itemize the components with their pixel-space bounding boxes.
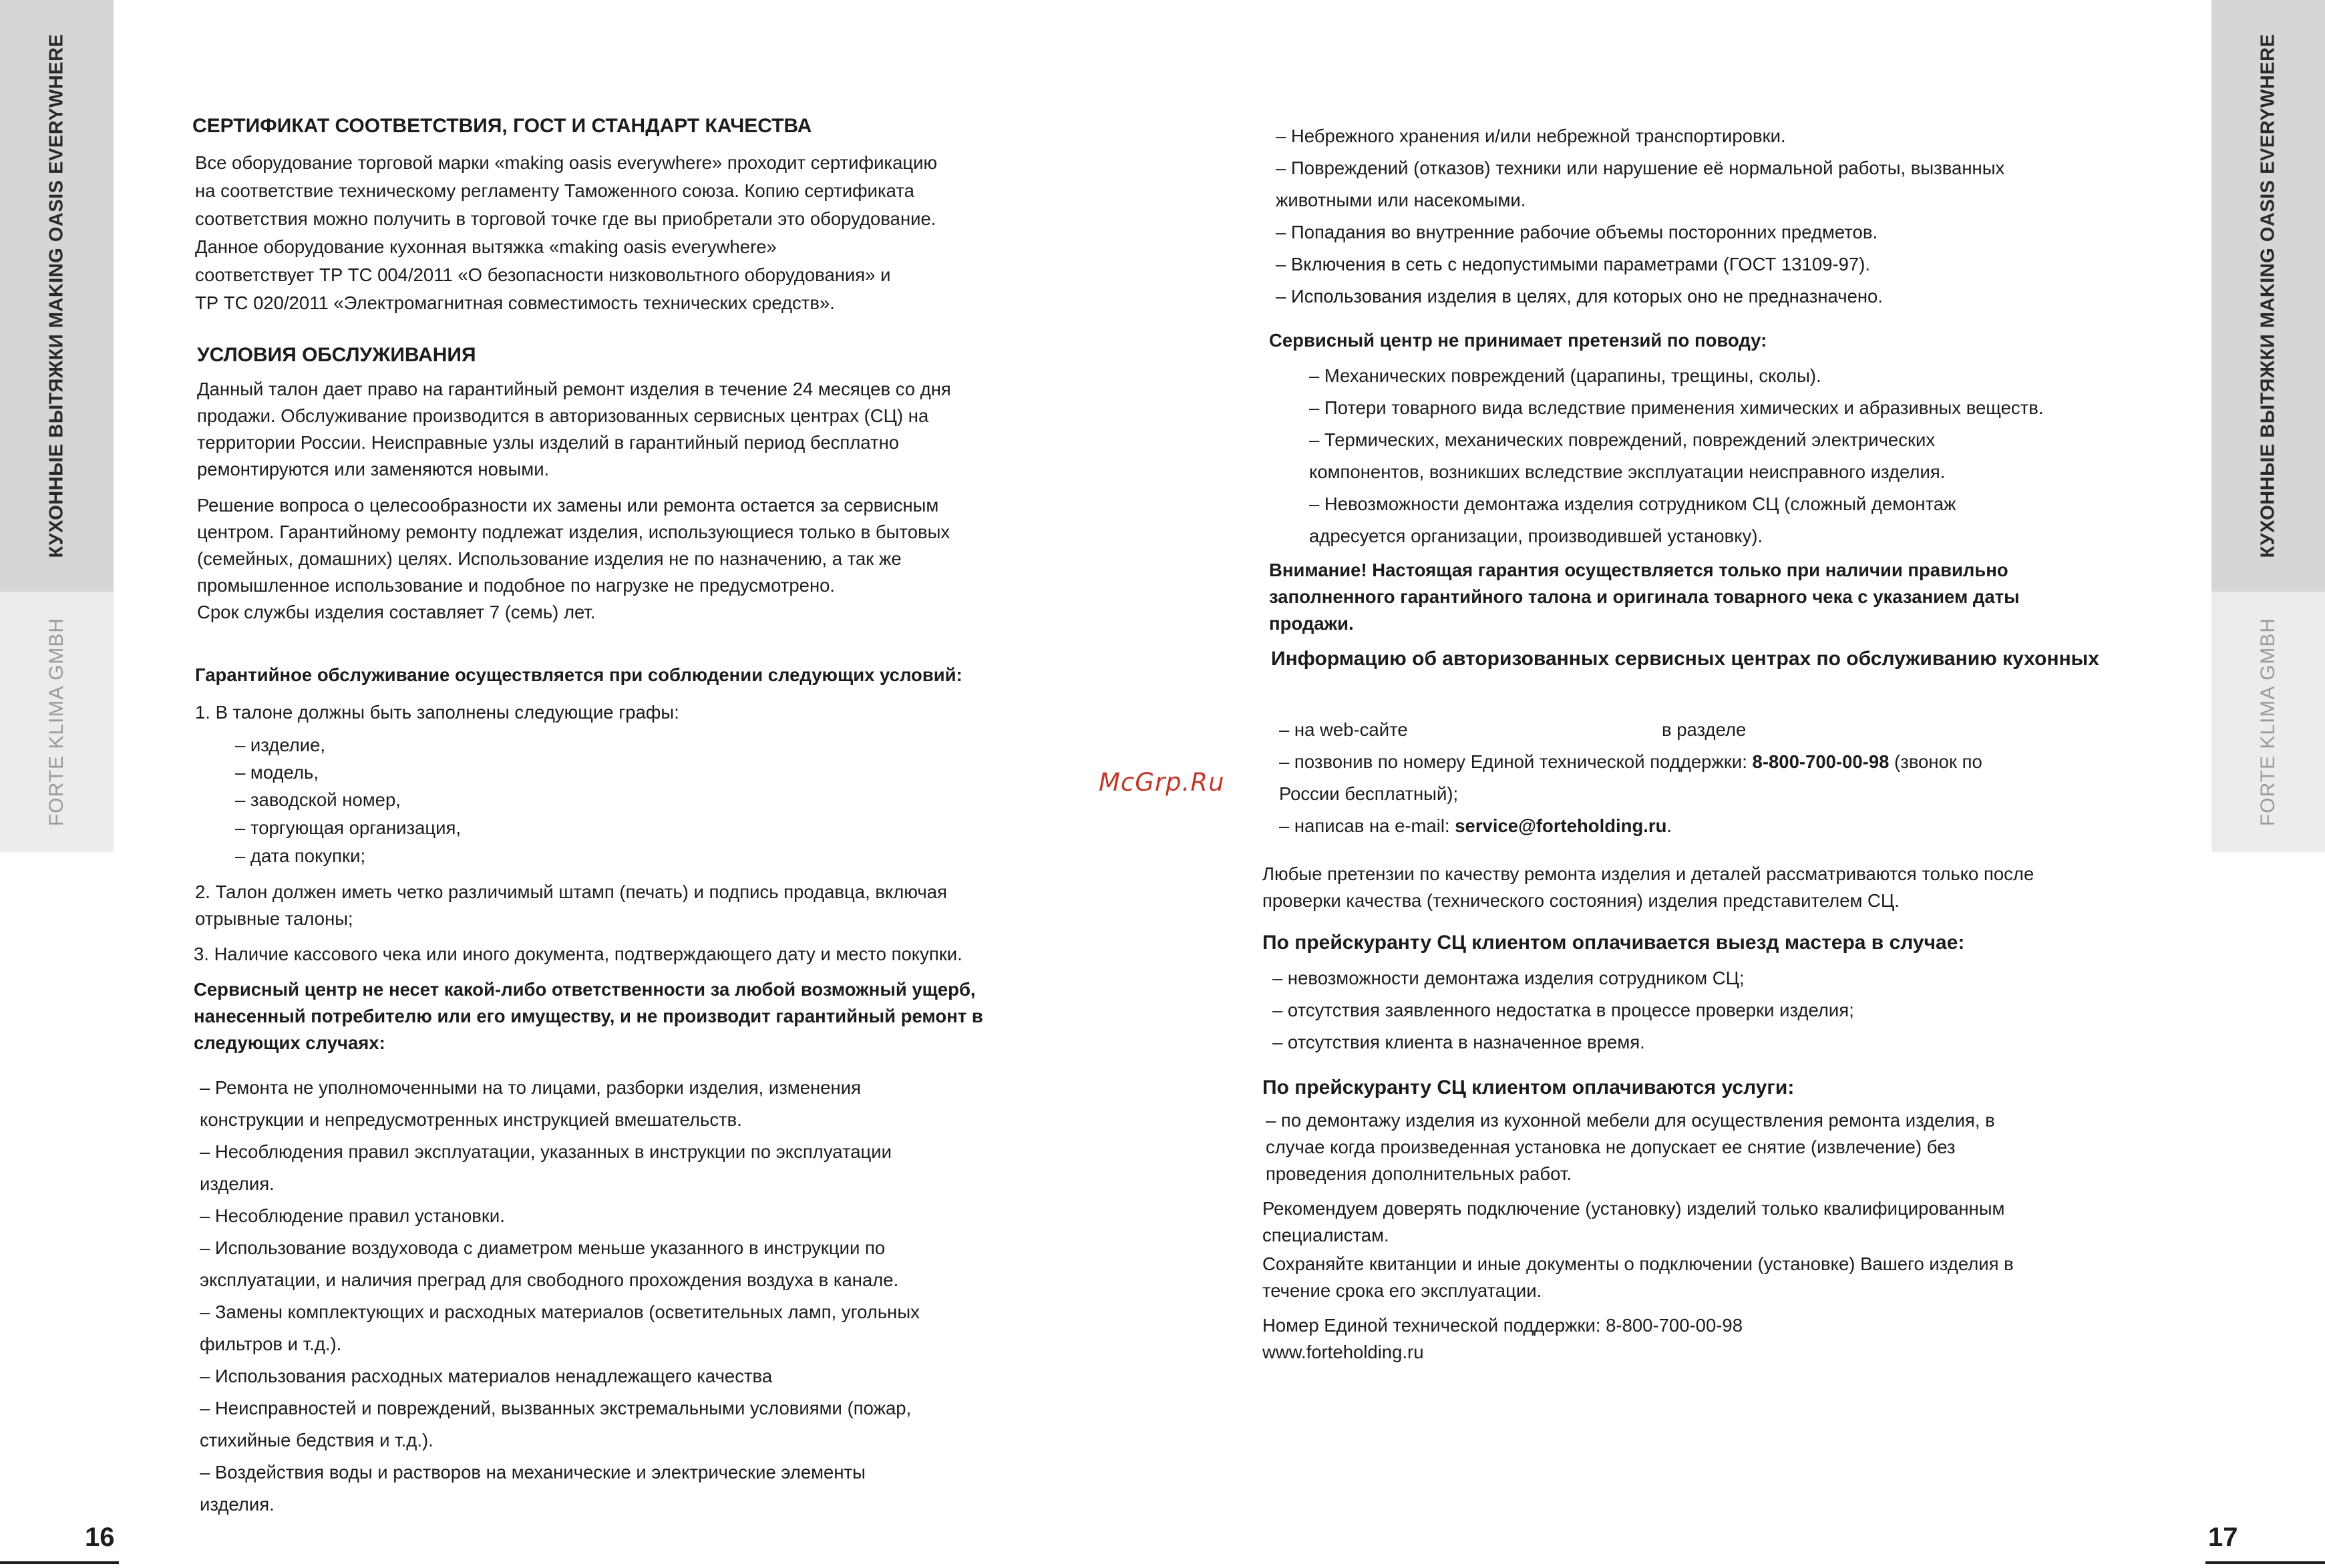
condition-2-line: 2. Талон должен иметь четко различимый штамп (печать) и подпись продавца, включая	[195, 881, 947, 902]
attention-line: заполненного гарантийного талона и оригинала товарного чека с указанием даты	[1269, 586, 2020, 607]
sidebar-company-name: FORTE KLIMA GMBH	[2257, 617, 2279, 827]
case-line: – Воздействия воды и растворов на механические и электрические элементы	[200, 1462, 866, 1483]
recommend-line: специалистам.	[1262, 1225, 1389, 1245]
claim-line: – Термических, механических повреждений, повреждений электрических	[1309, 429, 1936, 450]
condition-3: 3. Наличие кассового чека или иного документа, подтверждающего дату и место покупки.	[194, 944, 962, 964]
case-line: – Использования расходных материалов ненадлежащего качества	[200, 1366, 773, 1386]
sidebar-brand-title: КУХОННЫЕ ВЫТЯЖКИ MAKING OASIS EVERYWHERE	[45, 33, 67, 558]
service-p2-line: Решение вопроса о целесообразности их замены или ремонта остается за сервисным	[197, 495, 939, 516]
service-conditions-heading: УСЛОВИЯ ОБСЛУЖИВАНИЯ	[197, 344, 476, 366]
case-continued-line: – Повреждений (отказов) техники или нарушение её нормальной работы, вызванных	[1276, 158, 2005, 178]
page-number-left: 16	[85, 1523, 115, 1552]
condition-1-item: – модель,	[235, 762, 319, 783]
case-line: изделия.	[200, 1173, 275, 1194]
liability-heading-line: нанесенный потребителю или его имуществу, и не производит гарантийный ремонт в	[194, 1006, 983, 1026]
condition-1-item: – дата покупки;	[235, 845, 366, 866]
service-p2-line: промышленное использование и подобное по нагрузке не предусмотрено.	[197, 575, 836, 596]
case-line: – Замены комплектующих и расходных материалов (осветительных ламп, угольных	[200, 1302, 920, 1322]
service-p1-line: продажи. Обслуживание производится в авторизованных сервисных центрах (СЦ) на	[197, 405, 929, 426]
support-line: Номер Единой технической поддержки: 8-800-700-00-98	[1262, 1315, 1743, 1336]
condition-1: 1. В талоне должны быть заполнены следующие графы:	[195, 702, 679, 723]
paid-visit-heading: По прейскуранту СЦ клиентом оплачивается выезд мастера в случае:	[1262, 932, 1965, 954]
page-number-rule-right	[2205, 1561, 2325, 1564]
case-line: стихийные бедствия и т.д.).	[200, 1430, 433, 1450]
case-line: конструкции и непредусмотренных инструкцией вмешательств.	[200, 1109, 742, 1130]
condition-1-item: – заводской номер,	[235, 789, 401, 810]
paid-services-heading: По прейскуранту СЦ клиентом оплачиваются услуги:	[1262, 1076, 1795, 1099]
attention-line: продажи.	[1269, 613, 1354, 634]
left-sidebar-brand-band	[0, 0, 114, 592]
support-phone-number[interactable]: 8-800-700-00-98	[1752, 751, 1890, 772]
condition-2-line: отрывные талоны;	[195, 908, 353, 929]
claim-line: компонентов, возникших вследствие эксплуатации неисправного изделия.	[1309, 461, 1946, 482]
cert-line: соответствует ТР ТС 004/2011 «О безопасности низковольтного оборудования» и	[195, 264, 891, 285]
contact-email-line	[1279, 813, 1672, 839]
cert-line: соответствия можно получить в торговой точке где вы приобретали это оборудование.	[195, 208, 936, 229]
liability-heading-line: Сервисный центр не несет какой-либо ответственности за любой возможный ущерб,	[194, 979, 976, 1000]
case-line: – Использование воздуховода с диаметром меньше указанного в инструкции по	[200, 1237, 886, 1258]
sidebar-brand-title: КУХОННЫЕ ВЫТЯЖКИ MAKING OASIS EVERYWHERE	[2257, 33, 2279, 558]
case-line: эксплуатации, и наличия преград для свободного прохождения воздуха в канале.	[200, 1269, 899, 1290]
right-sidebar-company-band	[2211, 592, 2325, 852]
claim-line: – Невозможности демонтажа изделия сотрудником СЦ (сложный демонтаж	[1309, 494, 1956, 514]
paid-services-line: случае когда произведенная установка не допускает ее снятие (извлечение) без	[1266, 1137, 1956, 1157]
contact-phone-prefix: – позвонив по номеру Единой технической поддержки:	[1279, 751, 1753, 772]
cert-line: Все оборудование торговой марки «making oasis everywhere» проходит сертификацию	[195, 152, 938, 173]
cert-line: Данное оборудование кухонная вытяжка «making oasis everywhere»	[195, 236, 777, 257]
recommend-line: Сохраняйте квитанции и иные документы о подключении (установке) Вашего изделия в	[1262, 1253, 2014, 1274]
service-p1-line: ремонтируются или заменяются новыми.	[197, 459, 550, 479]
website-link[interactable]: www.forteholding.ru	[1262, 1342, 1424, 1362]
recommend-line: течение срока его эксплуатации.	[1262, 1280, 1542, 1301]
contact-phone-line	[1279, 749, 1982, 775]
liability-heading-line: следующих случаях:	[194, 1032, 385, 1053]
service-p2-line: Срок службы изделия составляет 7 (семь) лет.	[197, 602, 596, 622]
paid-visit-line: – невозможности демонтажа изделия сотрудником СЦ;	[1272, 968, 1745, 988]
recommend-line: Рекомендуем доверять подключение (установку) изделий только квалифицированным	[1262, 1198, 2005, 1219]
paid-services-line: – по демонтажу изделия из кухонной мебели для осуществления ремонта изделия, в	[1266, 1110, 1995, 1131]
claim-line: адресуется организации, производившей установку).	[1309, 526, 1763, 546]
quality-claims-line: проверки качества (технического состояния) изделия представителем СЦ.	[1262, 890, 1900, 911]
cert-line: ТР ТС 020/2011 «Электромагнитная совместимость технических средств».	[195, 292, 835, 313]
contact-phone-suffix: (звонок по	[1889, 751, 1982, 772]
claim-line: – Потери товарного вида вследствие применения химических и абразивных веществ.	[1309, 397, 2044, 418]
service-centers-info-heading: Информацию об авторизованных сервисных центрах по обслуживанию кухонных	[1271, 648, 2099, 670]
left-sidebar-company-band	[0, 592, 114, 852]
claims-heading: Сервисный центр не принимает претензий по поводу:	[1269, 330, 1767, 351]
contact-phone-continuation: России бесплатный);	[1279, 783, 1459, 804]
case-continued-line: – Использования изделия в целях, для которых оно не предназначено.	[1276, 286, 1883, 307]
case-continued-line: – Попадания во внутренние рабочие объемы посторонних предметов.	[1276, 222, 1878, 242]
warranty-conditions-heading: Гарантийное обслуживание осуществляется при соблюдении следующих условий:	[195, 664, 962, 685]
paid-visit-line: – отсутствия заявленного недостатка в процессе проверки изделия;	[1272, 1000, 1854, 1020]
sidebar-company-name: FORTE KLIMA GMBH	[45, 617, 67, 827]
case-line: изделия.	[200, 1494, 275, 1515]
case-continued-line: животными или насекомыми.	[1276, 190, 1526, 210]
attention-line: Внимание! Настоящая гарантия осуществляется только при наличии правильно	[1269, 560, 2008, 580]
service-p2-line: (семейных, домашних) целях. Использование изделия не по назначению, а так же	[197, 548, 902, 569]
paid-visit-line: – отсутствия клиента в назначенное время.	[1272, 1032, 1645, 1052]
certificate-heading: СЕРТИФИКАТ СООТВЕТСТВИЯ, ГОСТ И СТАНДАРТ КАЧЕСТВА	[192, 115, 812, 137]
contact-email-prefix: – написав на e-mail:	[1279, 815, 1455, 836]
case-line: фильтров и т.д.).	[200, 1334, 342, 1354]
page-number-rule-left	[0, 1561, 119, 1564]
contact-website-section-label: в разделе	[1662, 719, 1747, 740]
case-continued-line: – Небрежного хранения и/или небрежной транспортировки.	[1276, 126, 1786, 146]
paid-services-line: проведения дополнительных работ.	[1266, 1163, 1572, 1184]
case-line: – Несоблюдения правил эксплуатации, указанных в инструкции по эксплуатации	[200, 1141, 892, 1162]
support-email-link[interactable]: service@forteholding.ru	[1455, 815, 1667, 836]
contact-website-label: – на web-сайте	[1279, 719, 1408, 740]
cert-line: на соответствие техническому регламенту Таможенного союза. Копию сертификата	[195, 180, 914, 201]
right-sidebar-brand-band	[2211, 0, 2325, 592]
case-line: – Несоблюдение правил установки.	[200, 1205, 505, 1226]
quality-claims-line: Любые претензии по качеству ремонта изделия и деталей рассматриваются только после	[1262, 863, 2034, 884]
service-p1-line: Данный талон дает право на гарантийный ремонт изделия в течение 24 месяцев со дня	[197, 379, 951, 399]
page-number-right: 17	[2208, 1523, 2238, 1552]
case-continued-line: – Включения в сеть с недопустимыми параметрами (ГОСТ 13109-97).	[1276, 254, 1871, 274]
condition-1-item: – торгующая организация,	[235, 817, 462, 838]
case-line: – Ремонта не уполномоченными на то лицами, разборки изделия, изменения	[200, 1077, 861, 1098]
contact-email-suffix: .	[1666, 815, 1672, 836]
watermark: McGrp.Ru	[1099, 768, 1225, 797]
service-p1-line: территории России. Неисправные узлы изделий в гарантийный период бесплатно	[197, 432, 900, 453]
claim-line: – Механических повреждений (царапины, трещины, сколы).	[1309, 365, 1821, 386]
service-p2-line: центром. Гарантийному ремонту подлежат изделия, использующиеся только в бытовых	[197, 522, 950, 542]
case-line: – Неисправностей и повреждений, вызванных экстремальными условиями (пожар,	[200, 1398, 912, 1418]
condition-1-item: – изделие,	[235, 735, 326, 755]
